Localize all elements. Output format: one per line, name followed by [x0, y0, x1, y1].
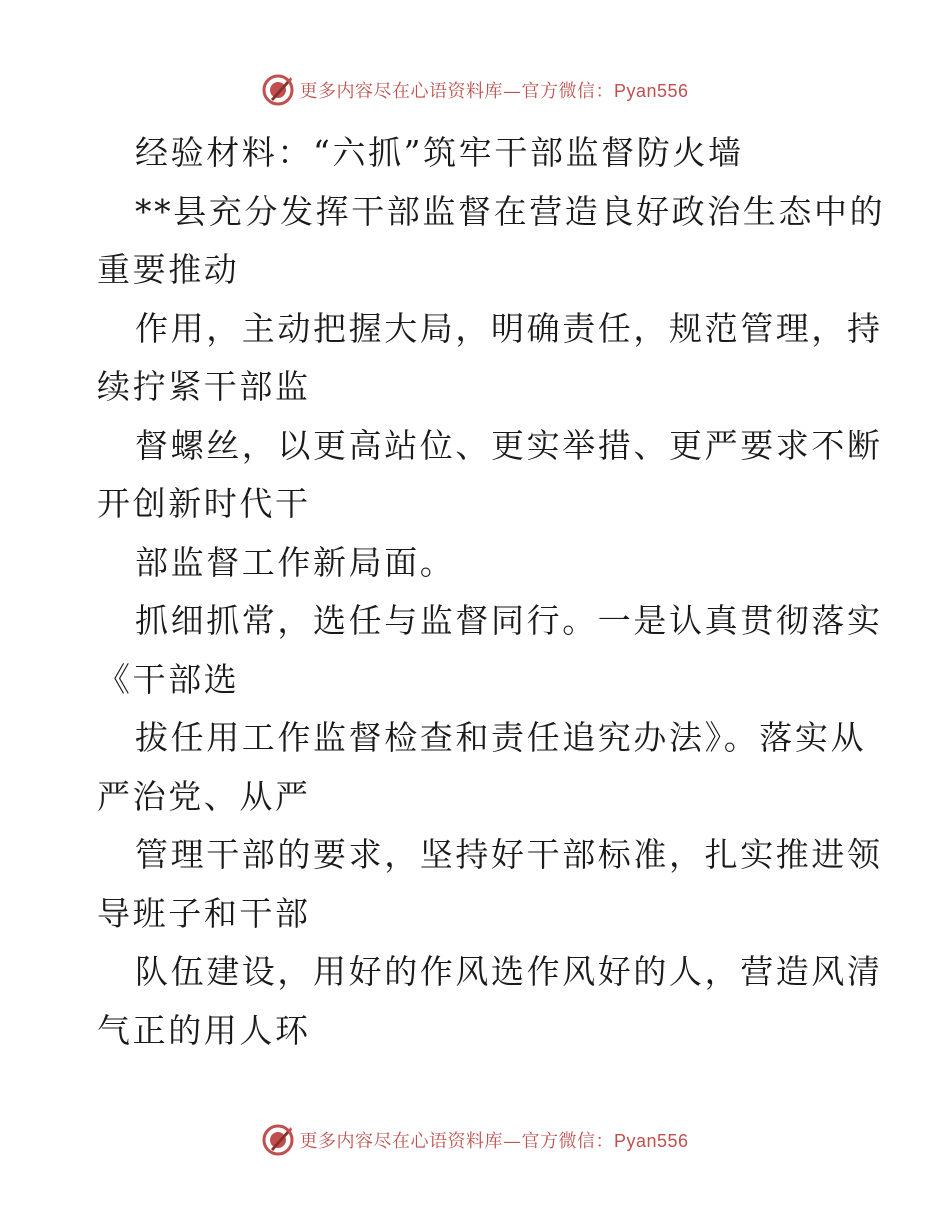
- text-line: 部监督工作新局面。: [135, 542, 456, 582]
- wechat-id: Pyan556: [613, 1131, 689, 1151]
- text-line: 作用，主动把握大局，明确责任，规范管理，持: [135, 308, 883, 348]
- text-line: 队伍建设，用好的作风选作风好的人，营造风清: [135, 952, 883, 991]
- logo-icon: [261, 73, 295, 107]
- text-line: 经验材料：“六抓”筑牢干部监督防火墙: [135, 133, 744, 172]
- text-line: 开创新时代干: [97, 484, 311, 523]
- wechat-id: Pyan556: [613, 81, 689, 101]
- text-line: 续拧紧干部监: [97, 367, 311, 406]
- watermark-text: 更多内容尽在心语资料库—官方微信：Pyan556: [299, 81, 689, 102]
- watermark-text: 更多内容尽在心语资料库—官方微信：Pyan556: [299, 1131, 689, 1152]
- document-body: [97, 124, 886, 1060]
- text-line: 严治党、从严: [97, 776, 311, 816]
- text-line: 管理干部的要求，坚持好干部标准，扎实推进领: [135, 835, 883, 874]
- text-line: 督螺丝，以更高站位、更实举措、更严要求不断: [135, 425, 883, 465]
- logo-icon: [261, 1123, 295, 1157]
- text-line: 抓细抓常，选任与监督同行。一是认真贯彻落实: [135, 601, 883, 640]
- text-line: **县充分发挥干部监督在营造良好政治生态中的: [135, 191, 886, 231]
- text-line: 拔任用工作监督检查和责任追究办法》。落实从: [135, 718, 867, 757]
- header-watermark: [0, 70, 950, 110]
- text-line: 《干部选: [97, 659, 240, 699]
- footer-watermark: [0, 1120, 950, 1160]
- text-line: 导班子和干部: [97, 893, 311, 933]
- text-line: 气正的用人环: [97, 1010, 311, 1050]
- text-line: 重要推动: [97, 250, 240, 289]
